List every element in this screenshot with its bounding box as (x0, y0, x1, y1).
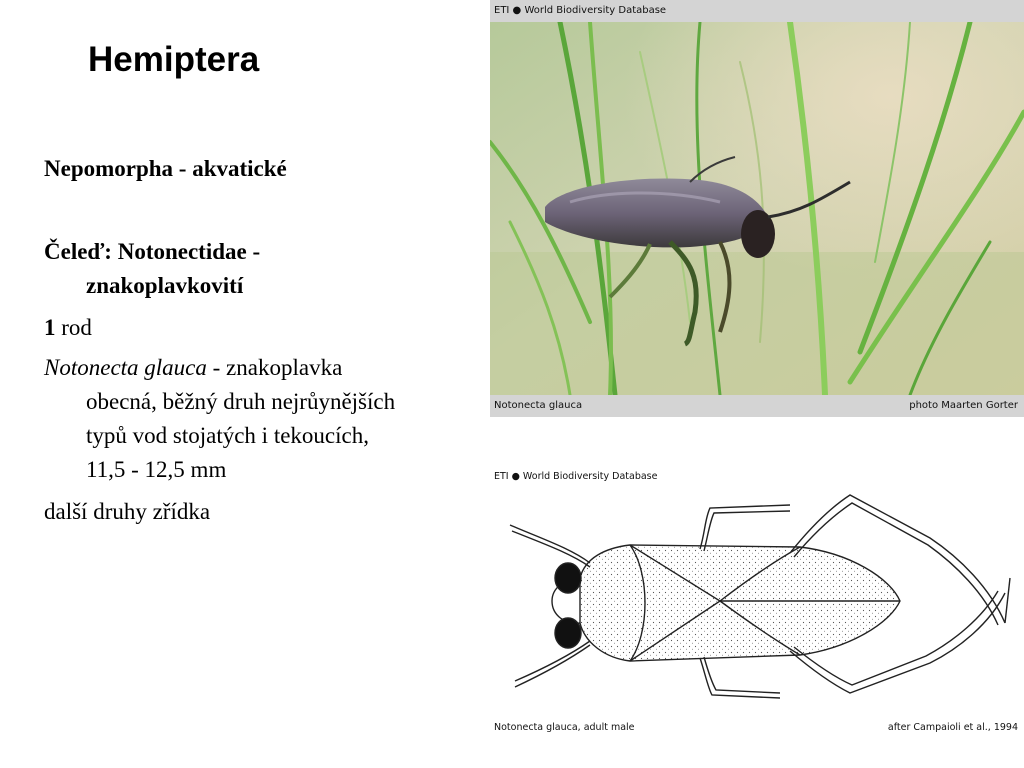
photo-scene (490, 22, 1024, 395)
insect-photo (490, 0, 1024, 417)
drawing-header: ETI ● World Biodiversity Database (494, 471, 658, 482)
insect-drawing (490, 465, 1024, 740)
slide-title: Hemiptera (88, 40, 260, 79)
family-name-line2: znakoplavkovití (86, 273, 244, 298)
genus-count: 1 (44, 315, 56, 340)
species-line-2: obecná, běžný druh nejrůynějších (86, 389, 396, 414)
genus-count-line (44, 311, 92, 345)
species-common: - znakoplavka (206, 355, 343, 380)
other-species: další druhy zřídka (44, 499, 211, 524)
suborder-heading: Nepomorpha - akvatické (44, 156, 287, 181)
drawing-caption-left: Notonecta glauca, adult male (494, 722, 635, 733)
family-name: Notonectidae - (117, 239, 261, 264)
photo-caption-left: Notonecta glauca (494, 400, 583, 411)
photo-header-text: ETI ● World Biodiversity Database (494, 5, 667, 16)
photo-header (490, 0, 1024, 22)
species-latin: Notonecta glauca (44, 355, 207, 380)
drawing-figure (490, 483, 1024, 713)
species-line-3: typů vod stojatých i tekoucích, (86, 423, 369, 448)
species-line-1 (44, 351, 342, 385)
family-heading (44, 235, 260, 269)
photo-caption (490, 395, 1024, 417)
photo-caption-right: photo Maarten Gorter (909, 400, 1018, 411)
species-line-4: 11,5 - 12,5 mm (86, 457, 227, 482)
drawing-caption-right: after Campaioli et al., 1994 (887, 722, 1018, 733)
family-label: Čeleď: (44, 239, 112, 264)
genus-word: rod (61, 315, 92, 340)
